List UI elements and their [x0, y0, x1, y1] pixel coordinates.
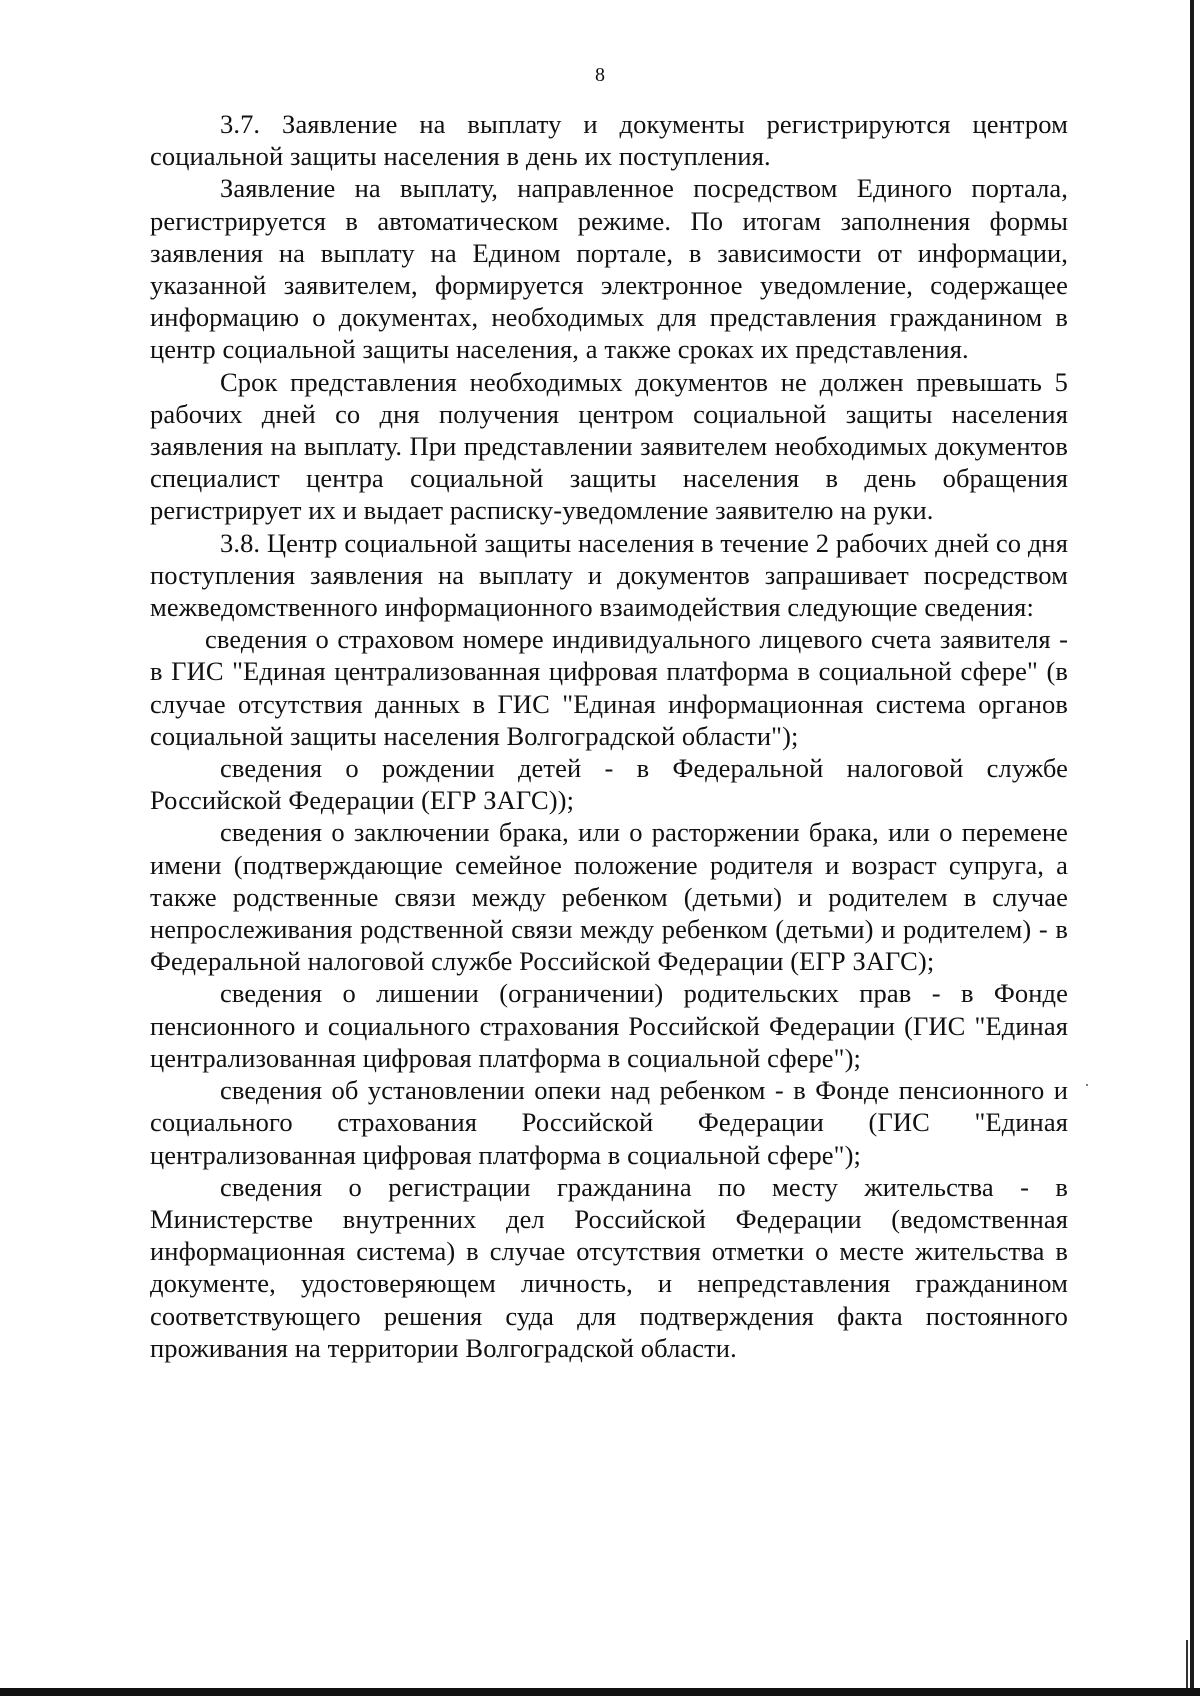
- scan-edge-bottom: [0, 1688, 1200, 1696]
- page-number: 8: [595, 64, 605, 86]
- list-item-residence-registration: сведения о регистрации гражданина по месту жительства - в Министерстве внутренних дел Российской Федерации (ведомственная информационная система) в случае отсутствия отметки о месте жительства в документе, удостоверяющем личность, и непредставления гражданином соответствующего решения суда для подтверждения факта постоянного проживания на территории Волгоградской области.: [150, 1171, 1068, 1363]
- list-item-birth-records: сведения о рождении детей - в Федеральной налоговой службе Российской Федерации (ЕГР ЗАГС));: [150, 753, 1068, 816]
- list-item-guardianship: сведения об установлении опеки над ребенком - в Фонде пенсионного и социального страхования Российской Федерации (ГИС "Единая централизованная цифровая платформа в социальной сфере");: [150, 1075, 1068, 1170]
- paragraph-document-deadline: Срок представления необходимых документов не должен превышать 5 рабочих дней со дня получения центром социальной защиты населения заявления на выплату. При представлении заявителем необходимых документов специалист центра социальной защиты населения в день обращения регистрирует их и выдает расписку-уведомление заявителю на руки.: [150, 366, 1068, 526]
- scan-speck: [1086, 1084, 1088, 1086]
- document-body: [150, 108, 1068, 1364]
- scan-edge-right: [1190, 0, 1194, 1696]
- list-item-snils: сведения о страховом номере индивидуального лицевого счета заявителя - в ГИС "Единая централизованная цифровая платформа в социальной сфере" (в случае отсутствия данных в ГИС "Единая информационная система органов социальной защиты населения Волгоградской области");: [150, 624, 1068, 751]
- paragraph-3-8: 3.8. Центр социальной защиты населения в течение 2 рабочих дней со дня поступления заявления на выплату и документов запрашивает посредством межведомственного информационного взаимодействия следующие сведения:: [150, 527, 1068, 623]
- paragraph-portal-registration: Заявление на выплату, направленное посредством Единого портала, регистрируется в автоматическом режиме. По итогам заполнения формы заявления на выплату на Едином портале, в зависимости от информации, указанной заявителем, формируется электронное уведомление, содержащее информацию о документах, необходимых для представления гражданином в центр социальной защиты населения, а также сроках их представления.: [150, 173, 1068, 365]
- list-item-marriage-records: сведения о заключении брака, или о расторжении брака, или о перемене имени (подтверждающие семейное положение родителя и возраст супруга, а также родственные связи между ребенком (детьми) и родителем в случае непрослеживания родственной связи между ребенком (детьми) и родителем) - в Федеральной налоговой службе Российской Федерации (ЕГР ЗАГС);: [150, 817, 1068, 977]
- paragraph-3-7: 3.7. Заявление на выплату и документы регистрируются центром социальной защиты населения в день их поступления.: [150, 109, 1068, 172]
- list-item-parental-rights: сведения о лишении (ограничении) родительских прав - в Фонде пенсионного и социального страхования Российской Федерации (ГИС "Единая централизованная цифровая платформа в социальной сфере");: [150, 978, 1068, 1073]
